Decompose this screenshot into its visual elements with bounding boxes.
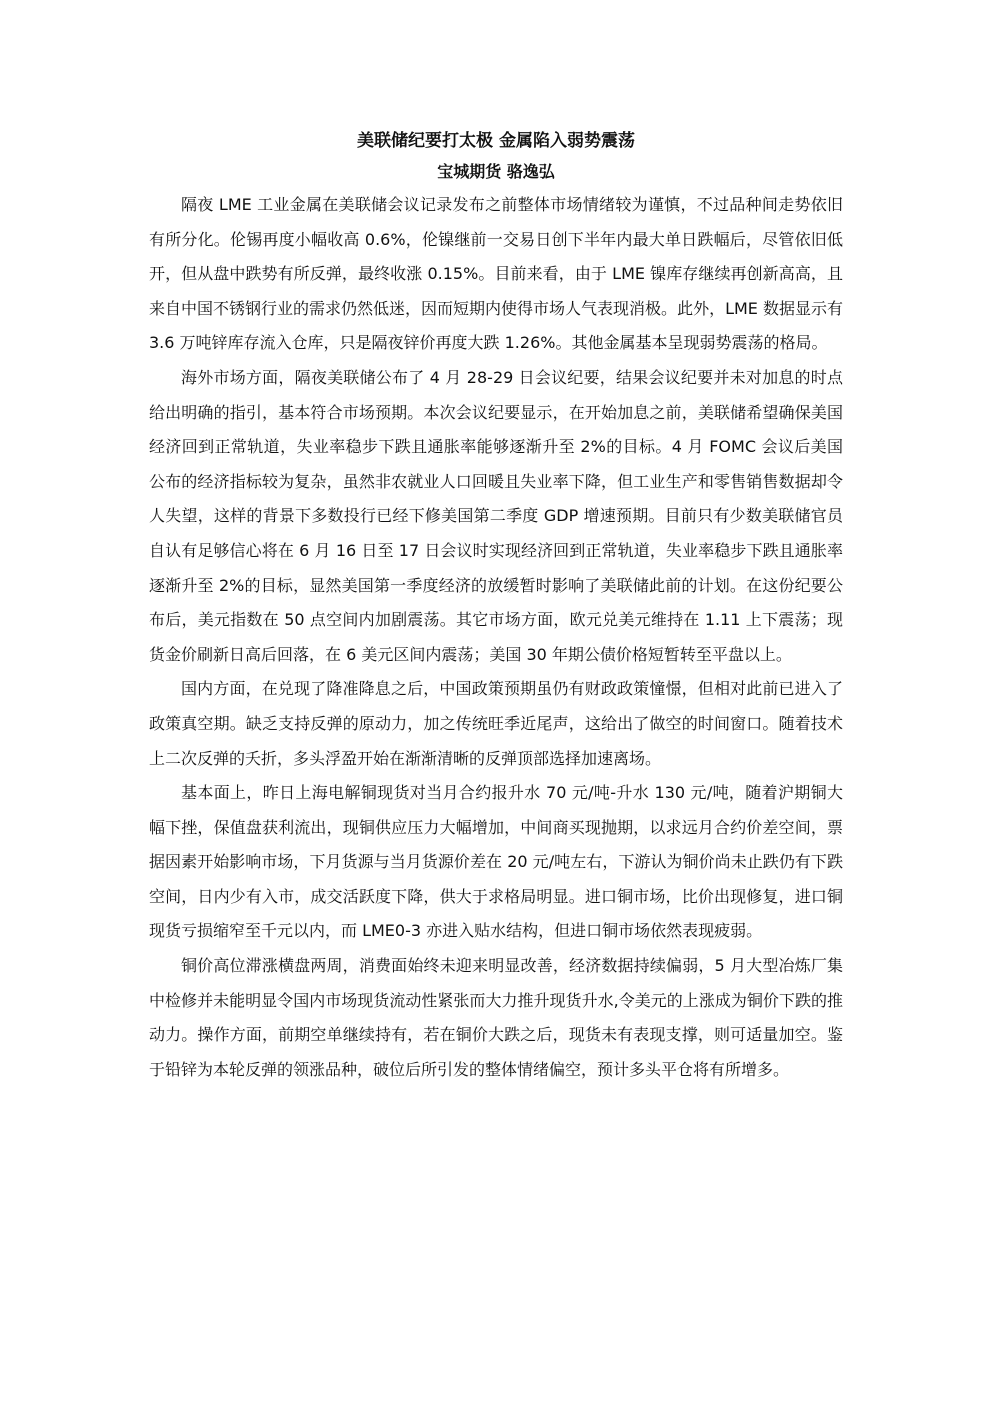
paragraph-fundamentals: 基本面上，昨日上海电解铜现货对当月合约报升水 70 元/吨-升水 130 元/吨，随着沪期铜大幅下挫，保值盘获利流出，现铜供应压力大幅增加，中间商买现抛期，以求远月合约价差空间，票据因素开始影响市场，下月货源与当月货源价差在 20 元/吨左右，下游认为铜价尚未止跌仍有下跌空间，日内少有入市，成交活跃度下降，供大于求格局明显。进口铜市场，比价出现修复，进口铜现货亏损缩窄至千元以内，而 LME0-3 亦进入贴水结构，但进口铜市场依然表现疲弱。 (149, 783, 843, 941)
document-page (149, 124, 843, 1087)
paragraph-domestic-policy: 国内方面，在兑现了降准降息之后，中国政策预期虽仍有财政政策憧憬，但相对此前已进入了政策真空期。缺乏支持反弹的原动力，加之传统旺季近尾声，这给出了做空的时间窗口。随着技术上二次反弹的夭折，多头浮盈开始在渐渐清晰的反弹顶部选择加速离场。 (149, 679, 843, 768)
article-title: 美联储纪要打太极 金属陷入弱势震荡 (357, 131, 635, 151)
paragraph-outlook: 铜价高位滞涨横盘两周，消费面始终未迎来明显改善，经济数据持续偏弱，5 月大型冶炼厂集中检修并未能明显令国内市场现货流动性紧张而大力推升现货升水,令美元的上涨成为铜价下跌的推动力。操作方面，前期空单继续持有，若在铜价大跌之后，现货未有表现支撑，则可适量加空。鉴于铅锌为本轮反弹的领涨品种，破位后所引发的整体情绪偏空，预计多头平仓将有所增多。 (149, 956, 843, 1079)
paragraph-overseas-market: 海外市场方面，隔夜美联储公布了 4 月 28-29 日会议纪要，结果会议纪要并未对加息的时点给出明确的指引，基本符合市场预期。本次会议纪要显示，在开始加息之前，美联储希望确保美国经济回到正常轨道，失业率稳步下跌且通胀率能够逐渐升至 2%的目标。4 月 FOMC 会议后美国公布的经济指标较为复杂，虽然非农就业人口回暖且失业率下降，但工业生产和零售销售数据却令人失望，这样的背景下多数投行已经下修美国第二季度 GDP 增速预期。目前只有少数美联储官员自认有足够信心将在 6 月 16 日至 17 日会议时实现经济回到正常轨道，失业率稳步下跌且通胀率逐渐升至 2%的目标，显然美国第一季度经济的放缓暂时影响了美联储此前的计划。在这份纪要公布后，美元指数在 50 点空间内加剧震荡。其它市场方面，欧元兑美元维持在 1.11 上下震荡；现货金价刷新日高后回落，在 6 美元区间内震荡；美国 30 年期公债价格短暂转至平盘以上。 (149, 367, 843, 664)
article-byline: 宝城期货 骆逸弘 (437, 162, 555, 181)
paragraph-market-overview: 隔夜 LME 工业金属在美联储会议记录发布之前整体市场情绪较为谨慎，不过品种间走势依旧有所分化。伦锡再度小幅收高 0.6%，伦镍继前一交易日创下半年内最大单日跌幅后，尽管依旧低开，但从盘中跌势有所反弹，最终收涨 0.15%。目前来看，由于 LME 镍库存继续再创新高高，且来自中国不锈钢行业的需求仍然低迷，因而短期内使得市场人气表现消极。此外，LME 数据显示有 3.6 万吨锌库存流入仓库，只是隔夜锌价再度大跌 1.26%。其他金属基本呈现弱势震荡的格局。 (149, 195, 843, 353)
